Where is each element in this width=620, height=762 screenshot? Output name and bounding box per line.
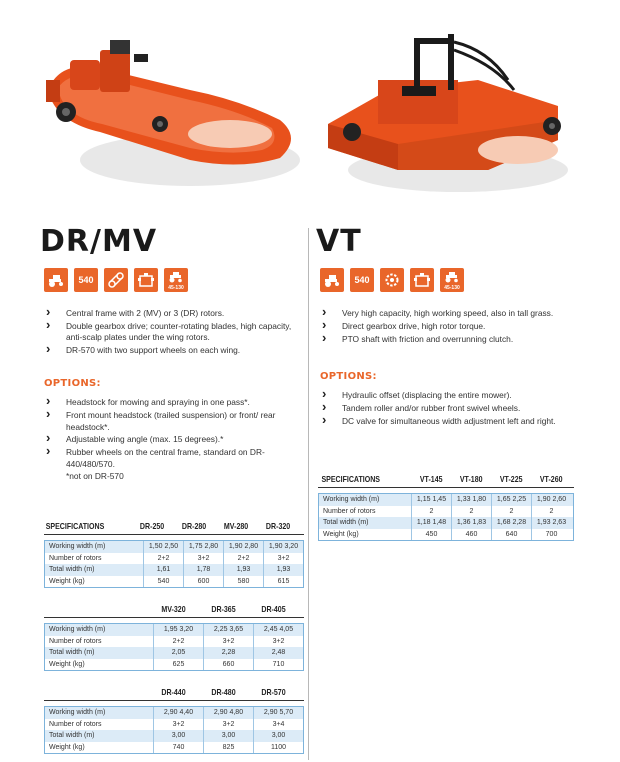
pto-540-icon: 540 <box>74 268 98 292</box>
list-item: › Double gearbox drive; counter-rotating blades, high capacity, anti-scalp plates under the wing rotors. <box>44 321 298 344</box>
dr-spec-table-2 <box>44 600 304 671</box>
vt-icon-row <box>320 268 578 292</box>
tractor-hp-icon: 45-130 <box>440 268 464 292</box>
model-header: DR-570 <box>261 688 286 697</box>
table-row: Weight (kg) 540 600 580 615 <box>45 576 303 588</box>
gearbox-icon <box>134 268 158 292</box>
vt-options <box>320 390 578 427</box>
dr-mv-icon-row <box>44 268 298 292</box>
model-header: DR-320 <box>265 522 291 531</box>
belt-drive-icon <box>104 268 128 292</box>
model-header: DR-440 <box>161 688 186 697</box>
table-body <box>44 623 304 671</box>
table-row: Total width (m) 2,05 2,28 2,48 <box>45 647 303 659</box>
vt-mower-photo <box>318 20 580 202</box>
list-item: › Adjustable wing angle (max. 15 degrees).* <box>44 434 298 445</box>
table-row: Working width (m) 1,50 2,50 1,75 2,80 1,90 2,80 1,90 3,20 <box>45 541 303 553</box>
table-body <box>318 493 574 541</box>
table-header <box>44 683 304 701</box>
tractor-icon <box>44 268 68 292</box>
pto-540-icon: 540 <box>350 268 374 292</box>
dr-mv-features <box>44 308 298 356</box>
tractor-hp-icon: 45-130 <box>164 268 188 292</box>
table-row: Working width (m) 2,90 4,40 2,90 4,80 2,90 5,70 <box>45 707 303 719</box>
table-header <box>44 517 304 535</box>
table-row: Number of rotors 2 2 2 2 <box>319 506 573 518</box>
model-header: MV-320 <box>161 605 186 614</box>
dr-mv-title: DR/MV <box>40 224 158 259</box>
table-body <box>44 706 304 754</box>
dr-spec-table-3 <box>44 683 304 754</box>
vt-options-heading: OPTIONS: <box>320 371 377 382</box>
list-item: › Very high capacity, high working speed, also in tall grass. <box>320 308 578 319</box>
table-row: Weight (kg) 625 660 710 <box>45 659 303 671</box>
list-item: › DC valve for simultaneous width adjustment left and right. <box>320 416 578 427</box>
options-footnote: *not on DR-570 <box>66 471 124 482</box>
model-header: DR-365 <box>211 605 236 614</box>
model-header: DR-405 <box>261 605 286 614</box>
table-header <box>318 470 574 488</box>
list-item: › Central frame with 2 (MV) or 3 (DR) rotors. <box>44 308 298 319</box>
list-item: › Rubber wheels on the central frame, standard on DR-440/480/570. <box>44 447 298 470</box>
tractor-icon <box>320 268 344 292</box>
dr-mv-section <box>40 222 298 482</box>
model-header: MV-280 <box>223 522 249 531</box>
column-divider <box>308 228 309 760</box>
vt-section <box>316 222 578 428</box>
model-header: VT-225 <box>499 475 523 484</box>
model-header: VT-260 <box>539 475 563 484</box>
gear-drive-icon <box>380 268 404 292</box>
table-row: Total width (m) 1,18 1,48 1,36 1,83 1,68 2,28 1,93 2,63 <box>319 517 573 529</box>
model-header: VT-145 <box>419 475 443 484</box>
model-header: DR-480 <box>211 688 236 697</box>
list-item: › Hydraulic offset (displacing the entire mower). <box>320 390 578 401</box>
list-item: › Front mount headstock (trailed suspension) or front/ rear headstock*. <box>44 410 298 433</box>
list-item: › Tandem roller and/or rubber front swivel wheels. <box>320 403 578 414</box>
model-header: VT-180 <box>459 475 483 484</box>
table-row: Number of rotors 2+2 3+2 2+2 3+2 <box>45 553 303 565</box>
list-item: › DR-570 with two support wheels on each wing. <box>44 345 298 356</box>
spec-heading: SPECIFICATIONS <box>45 522 105 531</box>
dr-spec-table-1 <box>44 517 304 588</box>
vt-features <box>320 308 578 345</box>
model-header: DR-250 <box>139 522 165 531</box>
table-row: Working width (m) 1,15 1,45 1,33 1,80 1,65 2,25 1,90 2,60 <box>319 494 573 506</box>
table-row: Number of rotors 3+2 3+2 3+4 <box>45 719 303 731</box>
table-header <box>44 600 304 618</box>
dr-mv-options <box>44 397 298 470</box>
list-item: › PTO shaft with friction and overrunning clutch. <box>320 334 578 345</box>
model-header: DR-280 <box>181 522 207 531</box>
table-row: Weight (kg) 740 825 1100 <box>45 742 303 754</box>
list-item: › Headstock for mowing and spraying in one pass*. <box>44 397 298 408</box>
table-row: Total width (m) 1,61 1,78 1,93 1,93 <box>45 564 303 576</box>
table-row: Working width (m) 1,95 3,20 2,25 3,65 2,45 4,05 <box>45 624 303 636</box>
spec-heading: SPECIFICATIONS <box>321 475 381 484</box>
list-item: › Direct gearbox drive, high rotor torque. <box>320 321 578 332</box>
dr-mv-options-heading: OPTIONS: <box>44 378 101 390</box>
table-row: Number of rotors 2+2 3+2 3+2 <box>45 636 303 648</box>
vt-title: VT <box>316 224 362 259</box>
table-row: Weight (kg) 450 460 640 700 <box>319 529 573 541</box>
vt-spec-table <box>318 470 574 541</box>
gearbox-icon <box>410 268 434 292</box>
dr-mv-mower-photo <box>40 20 302 202</box>
table-row: Total width (m) 3,00 3,00 3,00 <box>45 730 303 742</box>
table-body <box>44 540 304 588</box>
